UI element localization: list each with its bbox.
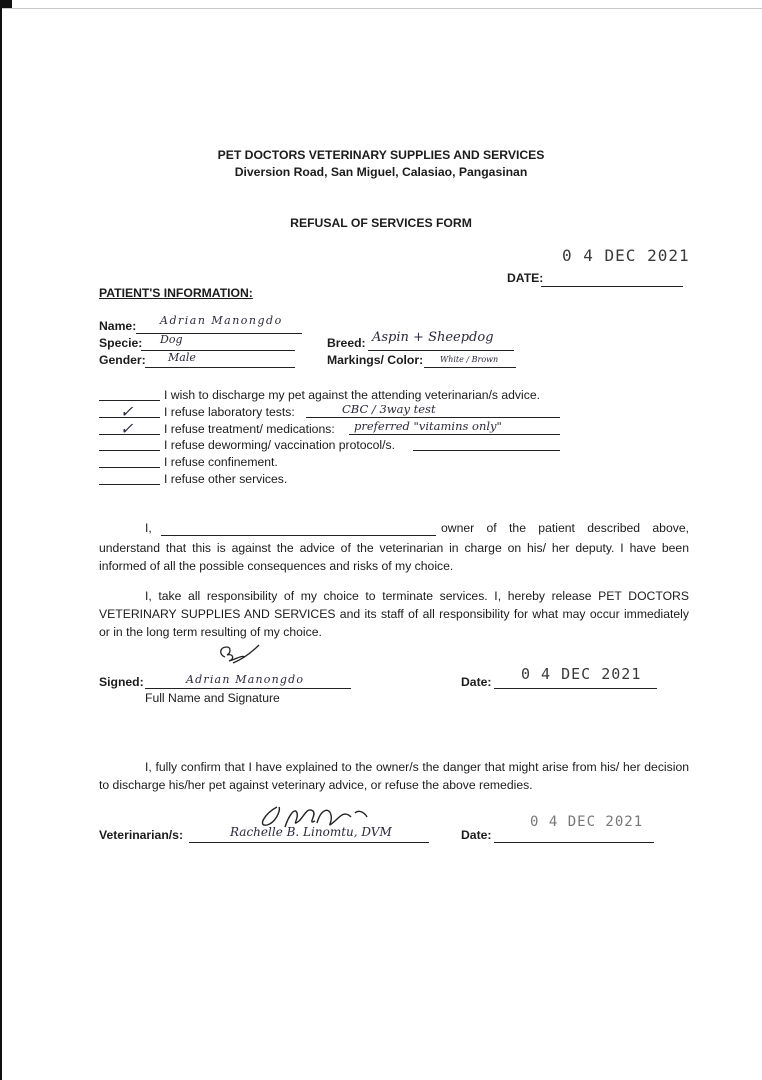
breed-label: Breed: bbox=[327, 336, 366, 350]
owner-signature-mark bbox=[215, 643, 263, 667]
p1-start: I, bbox=[145, 521, 152, 535]
specie-line bbox=[141, 350, 295, 351]
paragraph-confirmation: I, fully confirm that I have explained to the owner/s the danger that might arise from his/ her decision to discharge his/her pet against veterinary advice, or refuse the above remedies. bbox=[99, 760, 689, 792]
breed-value: Aspin + Sheepdog bbox=[372, 330, 494, 345]
breed-line bbox=[368, 350, 514, 351]
paragraph-responsibility: I, take all responsibility of my choice to terminate services. I, hereby release PET DOCTORS VETERINARY SUPPLIES AND SERVICES and its staff of all responsibility for what may occur immediately or in the long term resulting of my choice. bbox=[99, 589, 689, 639]
paragraph-consequences: understand that this is against the advice of the veterinarian in charge on his/ her deputy. I have been informed of all the possible consequences and risks of my choice. bbox=[99, 541, 689, 573]
option-check-blank[interactable] bbox=[99, 450, 160, 451]
option-detail-value: CBC / 3way test bbox=[342, 401, 436, 416]
veterinarian-label: Veterinarian/s: bbox=[99, 828, 183, 842]
option-text: I wish to discharge my pet against the attending veterinarian/s advice. bbox=[164, 388, 540, 402]
specie-value: Dog bbox=[160, 333, 183, 346]
scan-left-edge bbox=[0, 0, 2, 1080]
markings-line bbox=[424, 367, 516, 368]
gender-label: Gender: bbox=[99, 353, 146, 367]
vet-date-stamp: 0 4 DEC 2021 bbox=[530, 814, 644, 830]
option-check-blank[interactable] bbox=[99, 484, 160, 485]
signed-label: Signed: bbox=[99, 675, 144, 689]
option-detail-line bbox=[349, 434, 560, 435]
gender-line bbox=[145, 367, 295, 368]
gender-value: Male bbox=[168, 351, 196, 364]
option-detail-value: preferred "vitamins only" bbox=[354, 418, 502, 433]
option-text: I refuse treatment/ medications: bbox=[164, 421, 335, 436]
vet-signature-line bbox=[189, 842, 429, 843]
full-name-caption: Full Name and Signature bbox=[145, 691, 280, 705]
date-line bbox=[541, 286, 683, 287]
owner-date-stamp: 0 4 DEC 2021 bbox=[521, 665, 642, 683]
owner-date-label: Date: bbox=[461, 675, 492, 689]
vet-date-line bbox=[494, 842, 654, 843]
date-stamp: 0 4 DEC 2021 bbox=[562, 246, 690, 265]
name-value: Adrian Manongdo bbox=[160, 314, 283, 327]
scan-top-edge bbox=[0, 8, 762, 9]
option-text: I refuse other services. bbox=[164, 472, 288, 486]
option-text: I refuse laboratory tests: bbox=[164, 404, 295, 419]
vet-signature-name: Rachelle B. Linomtu, DVM bbox=[230, 825, 392, 839]
owner-signature-name: Adrian Manongdo bbox=[186, 673, 305, 686]
option-check-blank[interactable] bbox=[99, 467, 160, 468]
markings-value: White / Brown bbox=[440, 355, 499, 364]
specie-label: Specie: bbox=[99, 336, 143, 350]
owner-signature-line bbox=[145, 688, 351, 689]
option-detail-line bbox=[413, 450, 560, 451]
date-label: DATE: bbox=[507, 271, 544, 285]
owner-name-line bbox=[161, 535, 436, 536]
company-address: Diversion Road, San Miguel, Calasiao, Pangasinan bbox=[234, 165, 528, 179]
option-check-mark: ✓ bbox=[120, 401, 134, 421]
patient-info-heading: PATIENT'S INFORMATION: bbox=[99, 286, 253, 300]
option-text: I refuse confinement. bbox=[164, 455, 278, 470]
form-title: REFUSAL OF SERVICES FORM bbox=[290, 216, 472, 230]
option-check-mark: ✓ bbox=[120, 418, 134, 438]
option-text: I refuse deworming/ vaccination protocol/s. bbox=[164, 438, 395, 453]
scan-corner bbox=[0, 0, 12, 8]
vet-date-label: Date: bbox=[461, 828, 492, 842]
markings-label: Markings/ Color: bbox=[327, 353, 424, 367]
name-label: Name: bbox=[99, 319, 137, 333]
company-name: PET DOCTORS VETERINARY SUPPLIES AND SERVICES bbox=[217, 148, 545, 162]
p1-owner: owner of the patient described above, bbox=[441, 521, 689, 535]
owner-date-line bbox=[494, 688, 657, 689]
